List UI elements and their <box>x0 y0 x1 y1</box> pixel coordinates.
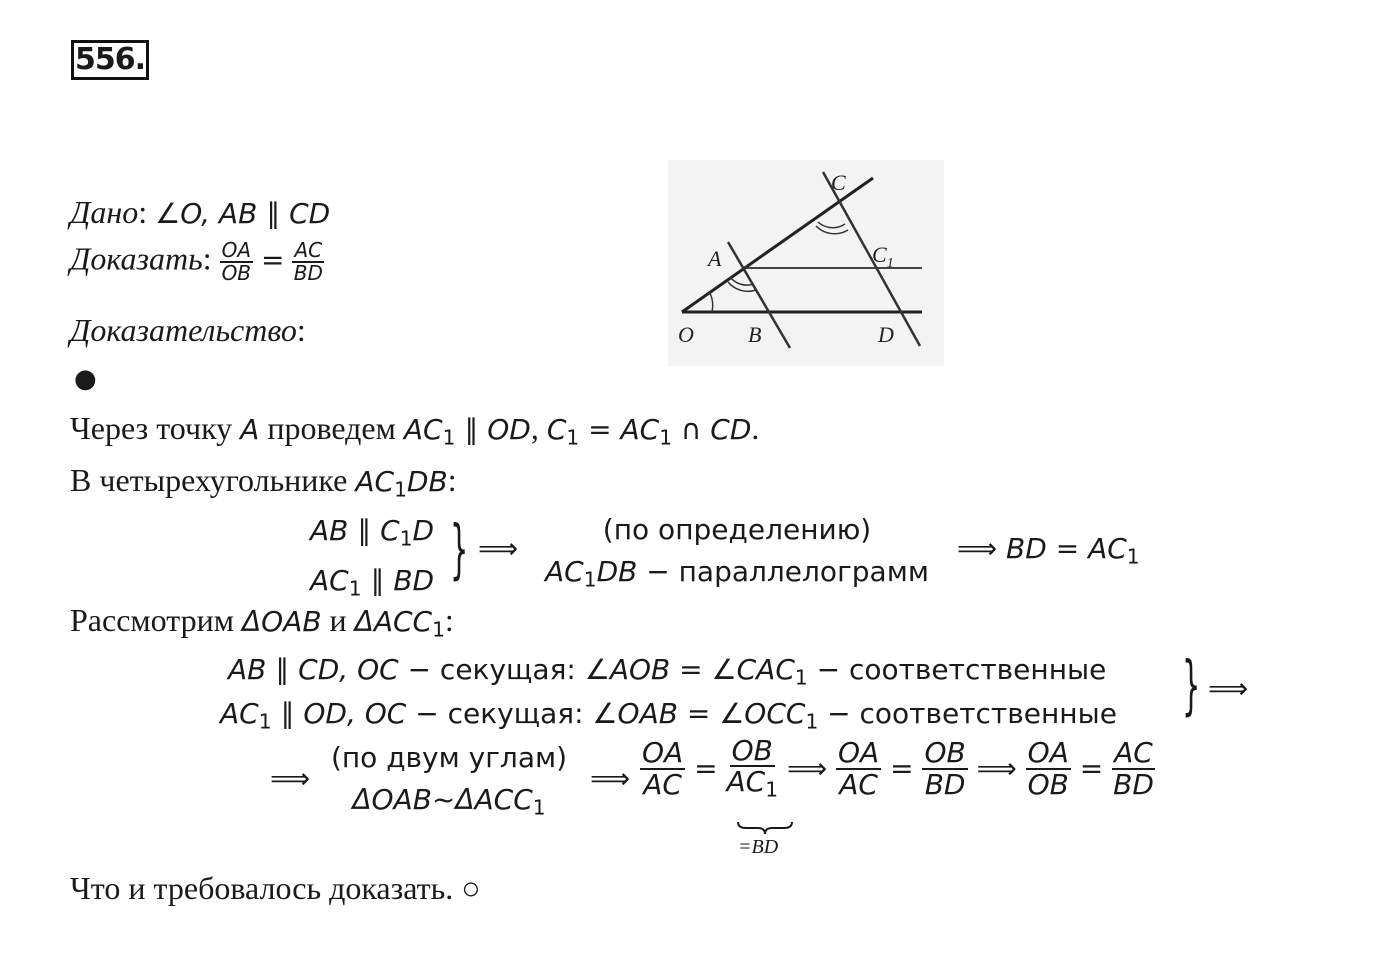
implies-1: ⟹ <box>478 532 519 565</box>
implies-4: ⟹ <box>590 762 631 795</box>
brace-2: } <box>1182 649 1201 723</box>
angle-eq-2: $AC_1$ ∥ OD, OC − секущая: ∠OAB = $\angle OCC_1$ − соответственные <box>220 697 1117 734</box>
label-b: B <box>748 322 762 347</box>
underbrace-label: =BD <box>738 836 779 858</box>
given-text: ∠O, AB ∥ CD <box>155 197 331 230</box>
bullet: ● <box>74 364 97 394</box>
conclusion-line: Что и требовалось доказать. ○ <box>70 870 481 906</box>
frac-ac-bd: $\frac{AC}{BD}$ <box>1113 736 1154 801</box>
parallelogram-conclusion: (по определению) $AC_1DB$ − параллелограмм <box>545 513 929 592</box>
prove-rhs-fraction: $\frac{AC}{BD}$ <box>293 238 323 285</box>
frac-ob-ac1: $\frac{OB}{AC_1}$ <box>726 734 779 803</box>
prove-lhs-fraction: $\frac{OA}{OB}$ <box>221 238 252 285</box>
parallelogram-system: AB ∥ $C_1D$ $AC_1$ ∥ BD <box>310 514 435 601</box>
geometry-figure <box>668 160 944 366</box>
angle-eq-1: AB ∥ CD, OC − секущая: ∠AOB = $\angle CAC_1$ − соответственные <box>228 653 1107 690</box>
label-c: C <box>831 170 846 195</box>
proof-label: Доказательство <box>70 312 297 348</box>
given-line: Дано: ∠O, AB ∥ CD <box>70 194 331 230</box>
frac-oa-ac-2: $\frac{OA}{AC}$ <box>837 736 880 801</box>
implies-3: ⟹ <box>270 762 311 795</box>
frac-oa-ac: $\frac{OA}{AC}$ <box>642 736 684 801</box>
underbrace <box>736 818 794 838</box>
frac-ob-bd: $\frac{OB}{BD}$ <box>924 736 966 801</box>
bd-equals-ac1: ⟹ BD = $AC_1$ <box>957 532 1140 569</box>
frac-oa-ob: $\frac{OA}{OB}$ <box>1027 736 1069 801</box>
construction-line: Через точку A проведем $AC_1$ ∥ OD, $C_1 = AC_1$ ∩ CD. <box>70 410 760 450</box>
given-label: Дано <box>70 194 139 230</box>
label-o: O <box>678 322 694 347</box>
label-a: A <box>708 246 722 271</box>
consider-line: Рассмотрим ΔOAB и $\Delta ACC_1$: <box>70 602 454 642</box>
similarity-statement: (по двум углам) $\Delta OAB\sim\Delta ACC_1$ <box>330 741 568 820</box>
prove-line: Доказать: $\frac{OA}{OB}$ = $\frac{AC}{BD}$ <box>70 238 323 285</box>
label-d: D <box>878 322 894 347</box>
label-c1: $C_1$ <box>872 242 894 271</box>
proof-label-line: Доказательство: <box>70 312 306 348</box>
prove-label: Доказать <box>70 240 203 277</box>
implies-2: ⟹ <box>1208 672 1249 705</box>
brace-1: } <box>450 513 469 587</box>
quadrilateral-line: В четырехугольнике $AC_1DB$: <box>70 462 457 502</box>
problem-number: 556. <box>71 40 149 80</box>
ratio-chain: $\frac{OA}{AC}$ = $\frac{OB}{AC_1}$ ⟹ $\frac{OA}{AC}$ = $\frac{OB}{BD}$ ⟹ $\frac{OA}{OB}$ = $\frac{AC}{BD}$ <box>642 734 1154 803</box>
